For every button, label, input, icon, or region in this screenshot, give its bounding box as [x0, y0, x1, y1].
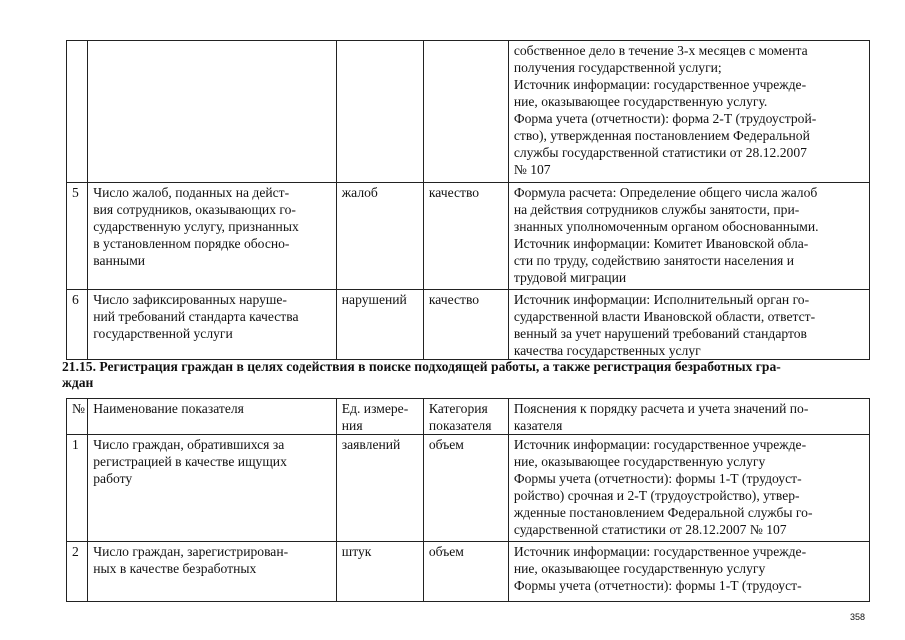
row-number-cell — [67, 41, 88, 183]
header-unit-line: ния — [341, 418, 363, 433]
cell-text-line: сти по труду, содействию занятости населения и — [513, 253, 794, 268]
cell-text-line: регистрацией в качестве ищущих — [93, 454, 287, 469]
header-category-line: показателя — [428, 418, 492, 433]
header-explanation-line: казателя — [513, 418, 563, 433]
cell-text-line: ние, оказывающее государственную услугу. — [513, 94, 768, 109]
section-title-line: 21.15. Регистрация граждан в целях содействия в поиске подходящей работы, а также регистрация безработных гра- — [62, 359, 781, 374]
explanation-cell — [508, 290, 869, 360]
section-title — [62, 359, 882, 391]
header-name-text: Наименование показателя — [93, 401, 244, 416]
page-number: 358 — [850, 612, 866, 622]
row-number-cell: 5 — [67, 183, 88, 290]
header-unit-line: Ед. измере- — [341, 401, 409, 416]
cell-text-line: ние, оказывающее государственную услугу — [513, 454, 766, 469]
category-cell: качество — [423, 290, 508, 360]
cell-text-line: ных в качестве безработных — [93, 561, 257, 576]
cell-text-line: качества государственных услуг — [513, 343, 701, 358]
header-unit — [336, 399, 423, 435]
cell-text-line: Формы учета (отчетности): формы 1-Т (трудоуст- — [513, 578, 802, 593]
header-number-text: № — [72, 401, 85, 416]
cell-text-line: трудовой миграции — [513, 270, 627, 285]
header-explanation-line: Пояснения к порядку расчета и учета значений по- — [513, 401, 809, 416]
indicator-name-cell — [88, 542, 337, 602]
indicators-table-continued — [66, 40, 870, 360]
table-row — [67, 290, 870, 360]
cell-text-line: ние, оказывающее государственную услугу — [513, 561, 766, 576]
category-cell: качество — [423, 183, 508, 290]
explanation-cell — [508, 41, 869, 183]
cell-text-line: сударственной статистики от 28.12.2007 № 107 — [513, 522, 787, 537]
cell-text-line: собственное дело в течение 3-х месяцев с момента — [513, 43, 808, 58]
cell-text-line: сударственную услугу, признанных — [93, 219, 299, 234]
cell-text-line: № 107 — [513, 162, 551, 177]
cell-text-line: Источник информации: Исполнительный орган го- — [513, 292, 810, 307]
cell-text-line: Число зафиксированных наруше- — [93, 292, 287, 307]
section-title-line: ждан — [62, 375, 94, 390]
cell-text-line: ройство) срочная и 2-Т (трудоустройство), утвер- — [513, 488, 800, 503]
table-row — [67, 542, 870, 602]
cell-text-line: знанных уполномоченным органом обоснованными. — [513, 219, 819, 234]
cell-text-line: Число граждан, обратившихся за — [93, 437, 285, 452]
cell-text-line: работу — [93, 471, 133, 486]
cell-text-line: вия сотрудников, оказывающих го- — [93, 202, 296, 217]
table-row — [67, 183, 870, 290]
cell-text-line: на действия сотрудников службы занятости, при- — [513, 202, 800, 217]
category-cell — [423, 41, 508, 183]
cell-text-line: Источник информации: государственное учрежде- — [513, 77, 807, 92]
indicator-name-cell — [88, 41, 337, 183]
unit-cell: нарушений — [336, 290, 423, 360]
table-header-row — [67, 399, 870, 435]
cell-text-line: ванными — [93, 253, 146, 268]
cell-text-line: в установленном порядке обосно- — [93, 236, 290, 251]
registration-indicators-table — [66, 398, 870, 602]
cell-text-line: жденные постановлением Федеральной службы го- — [513, 505, 813, 520]
row-number-cell: 1 — [67, 435, 88, 542]
unit-cell — [336, 41, 423, 183]
unit-cell: жалоб — [336, 183, 423, 290]
cell-text-line: Формы учета (отчетности): формы 1-Т (трудоуст- — [513, 471, 802, 486]
cell-text-line: государственной услуги — [93, 326, 233, 341]
explanation-cell — [508, 435, 869, 542]
cell-text-line: Число жалоб, поданных на дейст- — [93, 185, 290, 200]
header-explanation — [508, 399, 869, 435]
explanation-cell — [508, 183, 869, 290]
cell-text-line: Формула расчета: Определение общего числа жалоб — [513, 185, 818, 200]
unit-cell: заявлений — [336, 435, 423, 542]
cell-text-line: Источник информации: Комитет Ивановской обла- — [513, 236, 809, 251]
table-row — [67, 41, 870, 183]
table-row — [67, 435, 870, 542]
cell-text-line: венный за учет нарушений требований стандартов — [513, 326, 807, 341]
cell-text-line: ство), утвержденная постановлением Федеральной — [513, 128, 810, 143]
header-number — [67, 399, 88, 435]
header-name — [88, 399, 337, 435]
cell-text-line: сударственной власти Ивановской области, ответст- — [513, 309, 816, 324]
cell-text-line: Число граждан, зарегистрирован- — [93, 544, 289, 559]
explanation-cell — [508, 542, 869, 602]
cell-text-line: Источник информации: государственное учрежде- — [513, 437, 807, 452]
indicator-name-cell — [88, 435, 337, 542]
header-category — [423, 399, 508, 435]
cell-text-line: ний требований стандарта качества — [93, 309, 299, 324]
row-number-cell: 6 — [67, 290, 88, 360]
category-cell: объем — [423, 542, 508, 602]
cell-text-line: службы государственной статистики от 28.12.2007 — [513, 145, 807, 160]
row-number-cell: 2 — [67, 542, 88, 602]
indicator-name-cell — [88, 183, 337, 290]
cell-text-line: Источник информации: государственное учрежде- — [513, 544, 807, 559]
indicator-name-cell — [88, 290, 337, 360]
cell-text-line: Форма учета (отчетности): форма 2-Т (трудоустрой- — [513, 111, 817, 126]
header-category-line: Категория — [428, 401, 488, 416]
category-cell: объем — [423, 435, 508, 542]
cell-text-line: получения государственной услуги; — [513, 60, 722, 75]
unit-cell: штук — [336, 542, 423, 602]
